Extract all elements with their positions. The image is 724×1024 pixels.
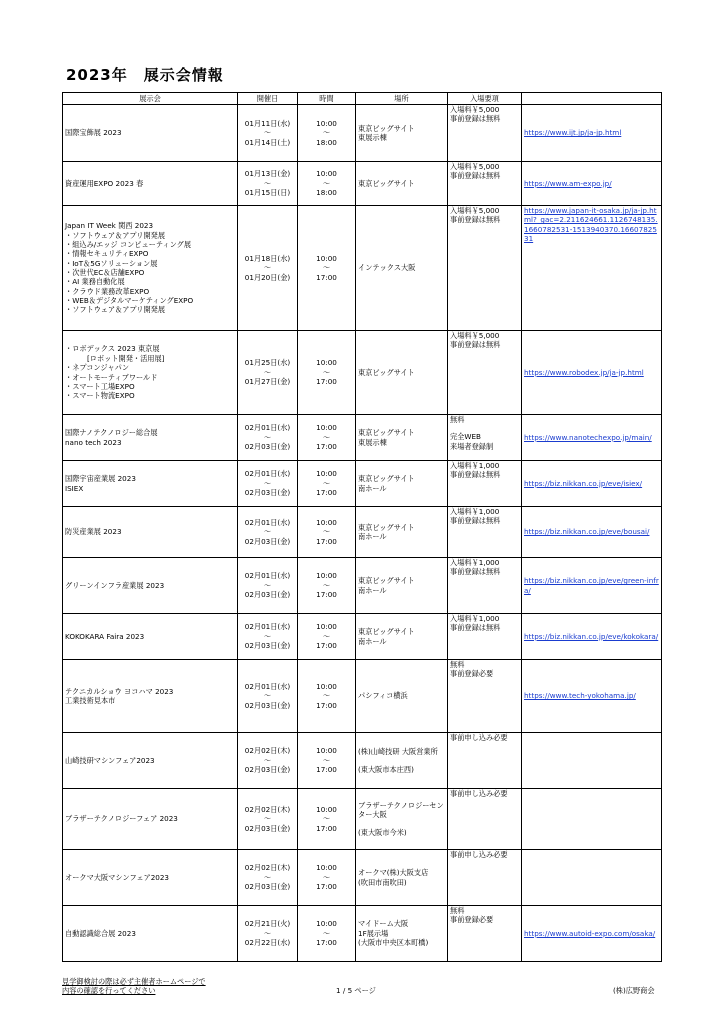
website-link[interactable]: https://www.am-expo.jp/ [524,178,612,188]
place-line: 東京ビッグサイト [358,178,415,188]
time-line: 〜 [322,691,331,701]
time-line: 18:00 [316,137,337,147]
entry-line: 事前申し込み必要 [450,789,508,798]
exhibition-name-cell [63,331,238,415]
time-cell [298,105,356,162]
time-line: 10:00 [316,517,337,527]
place-line: 南ホール [358,636,387,646]
exhibition-name-line: ・ソフトウェア＆アプリ開発展 [65,230,166,240]
exhibition-name-line: 工業技術見本市 [65,696,116,705]
entry-line: 事前申し込み必要 [450,850,508,859]
place-cell [356,789,448,850]
place-line: 東京ビッグサイト [358,522,415,532]
time-line: 10:00 [316,804,337,814]
time-line: 17:00 [316,536,337,546]
time-line: 〜 [322,755,331,765]
date-line: 〜 [263,527,272,537]
date-line: 〜 [263,814,272,824]
time-line: 10:00 [316,863,337,873]
entry-line: 入場料￥1,000 [450,558,500,567]
header-exhibition: 展示会 [63,93,238,105]
place-cell [356,206,448,331]
time-line: 17:00 [316,272,337,282]
place-line: (株)山崎技研 大阪営業所 [358,747,438,757]
entry-line: 入場料￥5,000 [450,331,500,340]
place-line: (大阪市中央区本町橋) [358,938,429,948]
table-row [63,206,662,331]
time-cell [298,660,356,733]
website-link[interactable]: https://biz.nikkan.co.jp/eve/kokokara/ [524,631,659,641]
url-cell [522,415,662,461]
exhibition-name-line: 国際宝飾展 2023 [65,128,122,138]
exhibition-name-line: 資産運用EXPO 2023 春 [65,178,144,188]
time-cell [298,733,356,789]
exhibition-name-line: 防災産業展 2023 [65,527,122,537]
exhibition-name-cell [63,789,238,850]
entry-cell [448,331,522,415]
entry-cell [448,507,522,558]
exhibition-name-cell [63,660,238,733]
exhibition-name-cell [63,507,238,558]
spacer [450,424,519,432]
entry-cell [448,415,522,461]
time-cell [298,461,356,507]
entry-cell [448,614,522,660]
date-cell [238,415,298,461]
place-line: 東京ビッグサイト [358,474,415,484]
website-link[interactable]: https://www.nanotechexpo.jp/main/ [524,432,652,442]
exhibition-name-cell [63,105,238,162]
exhibition-name-line: グリーンインフラ産業展 2023 [65,580,165,590]
table-row [63,415,662,461]
place-line: マイドーム大阪 [358,919,409,929]
date-line: 02月03日(金) [244,823,291,833]
time-line: 10:00 [316,469,337,479]
entry-line: 事前申し込み必要 [450,733,508,742]
time-line: 17:00 [316,377,337,387]
place-cell [356,906,448,962]
place-cell [356,461,448,507]
exhibition-name-line: ・スマート工場EXPO [65,381,135,391]
entry-line: 来場者登録制 [450,441,494,451]
date-line: 02月01日(水) [244,517,291,527]
url-cell [522,733,662,789]
exhibition-name-cell [63,906,238,962]
footer-note-line: 内容の確認を行ってください [62,986,156,996]
time-cell [298,507,356,558]
website-link[interactable]: https://www.japan-it-osaka.jp/ja-jp.html?_gac=2.211624661.1126748135.1660782531-1513940370.1660782531 [524,206,658,244]
place-line: オークマ(株)大阪支店 [358,868,429,878]
exhibition-name-cell [63,415,238,461]
time-line: 〜 [322,432,331,442]
exhibition-name-cell [63,206,238,331]
exhibition-name-line: ・組込み/エッジ コンピューティング展 [65,239,192,249]
place-line: 1F展示場 [358,928,389,938]
entry-line: 事前登録必要 [450,915,494,925]
entry-line: 事前登録は無料 [450,623,501,633]
time-line: 10:00 [316,919,337,929]
exhibition-name-cell [63,461,238,507]
date-line: 02月03日(金) [244,590,291,600]
time-line: 17:00 [316,590,337,600]
time-cell [298,789,356,850]
entry-cell [448,461,522,507]
date-line: 02月03日(金) [244,882,291,892]
date-line: 02月01日(水) [244,681,291,691]
time-line: 10:00 [316,423,337,433]
table-row [63,461,662,507]
exhibition-name-line: 自動認識総合展 2023 [65,928,136,938]
date-line: 02月03日(金) [244,488,291,498]
time-line: 17:00 [316,823,337,833]
time-cell [298,614,356,660]
entry-cell [448,558,522,614]
entry-line: 事前登録は無料 [450,215,501,225]
date-line: 〜 [263,928,272,938]
place-cell [356,331,448,415]
entry-line: 入場料￥5,000 [450,206,500,215]
date-line: 01月15日(日) [244,188,291,198]
website-link[interactable]: https://biz.nikkan.co.jp/eve/bousai/ [524,527,650,537]
table-row [63,733,662,789]
date-line: 02月03日(金) [244,700,291,710]
time-line: 17:00 [316,765,337,775]
place-cell [356,614,448,660]
company-name: (株)広野商会 [613,986,655,995]
date-line: 02月02日(木) [244,746,291,756]
table-row [63,331,662,415]
exhibition-name-cell [63,733,238,789]
table-header-row [63,93,662,105]
exhibition-name-line: ISIEX [65,483,84,493]
exhibition-name-line: ・スマート物流EXPO [65,391,135,401]
exhibition-name-line: 山崎技研マシンフェア2023 [65,755,155,765]
date-line: 02月03日(金) [244,765,291,775]
entry-cell [448,906,522,962]
time-line: 10:00 [316,681,337,691]
entry-line: 完全WEB [450,432,481,442]
table-row [63,660,662,733]
header-url [522,93,662,105]
date-cell [238,660,298,733]
entry-line: 事前登録は無料 [450,171,501,181]
table-row [63,850,662,906]
entry-cell [448,162,522,206]
exhibition-name-line: ・オートモーティブワールド [65,372,158,382]
date-line: 02月03日(金) [244,442,291,452]
table-row [63,105,662,162]
time-line: 17:00 [316,488,337,498]
date-cell [238,906,298,962]
entry-cell [448,105,522,162]
exhibition-name-line: ・ロボデックス 2023 東京展 [65,344,160,354]
place-cell [356,850,448,906]
place-cell [356,415,448,461]
spacer [358,820,445,828]
time-line: 10:00 [316,169,337,179]
exhibition-name-cell [63,162,238,206]
table-row [63,162,662,206]
time-line: 10:00 [316,746,337,756]
exhibition-name-line: ・IoT＆5Gソリューション展 [65,258,158,268]
time-cell [298,206,356,331]
time-line: 〜 [322,928,331,938]
header-place: 場所 [356,93,448,105]
date-line: 02月03日(金) [244,641,291,651]
time-cell [298,331,356,415]
header-time: 時間 [298,93,356,105]
time-line: 〜 [322,631,331,641]
date-cell [238,850,298,906]
footer-note-line: 見学御検討の際は必ず主催者ホームページで [62,977,206,986]
date-line: 02月02日(木) [244,804,291,814]
date-cell [238,614,298,660]
date-line: 01月13日(金) [244,169,291,179]
url-cell [522,558,662,614]
entry-line: 入場料￥1,000 [450,461,500,470]
entry-cell [448,660,522,733]
place-cell [356,162,448,206]
date-line: 〜 [263,478,272,488]
place-line: (吹田市南吹田) [358,877,407,887]
time-line: 〜 [322,478,331,488]
place-line: 東展示棟 [358,437,387,447]
url-cell [522,162,662,206]
entry-line: 事前登録は無料 [450,340,501,350]
website-link[interactable]: https://www.robodex.jp/ja-jp.html [524,367,644,377]
time-line: 〜 [322,872,331,882]
time-line: 10:00 [316,358,337,368]
page-number: 1 / 5 ページ [336,986,376,995]
date-line: 01月27日(金) [244,377,291,387]
exhibition-name-line: 国際ナノテクノロジー総合展 [65,428,158,438]
place-line: ブラザーテクノロジーセンター大阪 [358,800,444,820]
place-cell [356,660,448,733]
entry-line: 入場料￥1,000 [450,614,500,623]
url-cell [522,461,662,507]
place-line: 東京ビッグサイト [358,123,415,133]
time-line: 17:00 [316,641,337,651]
place-line: インテックス大阪 [358,263,416,273]
entry-line: 事前登録は無料 [450,470,501,480]
url-cell [522,206,662,331]
table-row [63,507,662,558]
entry-cell [448,733,522,789]
entry-line: 入場料￥5,000 [450,162,500,171]
time-line: 〜 [322,527,331,537]
entry-line: 事前登録必要 [450,669,494,679]
exhibition-name-line: [ロボット開発・活用展] [87,353,165,363]
entry-line: 事前登録は無料 [450,114,501,124]
date-cell [238,162,298,206]
place-line: (東大阪市今米) [358,827,407,837]
date-cell [238,733,298,789]
time-line: 18:00 [316,188,337,198]
time-cell [298,906,356,962]
date-line: 01月14日(土) [244,137,291,147]
entry-cell [448,789,522,850]
time-line: 17:00 [316,882,337,892]
table-row [63,614,662,660]
exhibition-name-line: ・クラウド業務改革EXPO [65,286,150,296]
exhibition-name-cell [63,850,238,906]
page-title: 2023年 展示会情報 [66,66,224,84]
date-line: 02月03日(金) [244,536,291,546]
date-line: 〜 [263,755,272,765]
place-line: 南ホール [358,483,387,493]
date-line: 02月22日(水) [244,938,291,948]
url-cell [522,507,662,558]
place-cell [356,507,448,558]
date-line: 〜 [263,178,272,188]
date-line: 02月21日(火) [244,919,291,929]
entry-line: 事前登録は無料 [450,516,501,526]
date-line: 01月25日(水) [244,358,291,368]
time-line: 10:00 [316,622,337,632]
place-line: 南ホール [358,585,387,595]
website-link[interactable]: https://www.ijt.jp/ja-jp.html [524,128,622,138]
footer-note [62,977,206,996]
website-link[interactable]: https://www.tech-yokohama.jp/ [524,691,636,701]
exhibition-name-line: nano tech 2023 [65,437,122,447]
entry-cell [448,206,522,331]
table-row [63,789,662,850]
date-cell [238,206,298,331]
header-date: 開催日 [238,93,298,105]
url-cell [522,614,662,660]
entry-cell [448,850,522,906]
time-cell [298,850,356,906]
place-line: 東京ビッグサイト [358,576,415,586]
date-cell [238,331,298,415]
time-line: 10:00 [316,253,337,263]
date-cell [238,558,298,614]
place-line: 南ホール [358,532,387,541]
date-line: 〜 [263,128,272,138]
time-line: 〜 [322,367,331,377]
url-cell [522,906,662,962]
url-cell [522,105,662,162]
time-line: 10:00 [316,571,337,581]
entry-line: 入場料￥5,000 [450,105,500,114]
table-row [63,558,662,614]
date-line: 02月02日(木) [244,863,291,873]
url-cell [522,789,662,850]
date-cell [238,507,298,558]
place-line: パシフィコ横浜 [358,691,408,701]
entry-line: 無料 [450,906,465,915]
date-line: 02月01日(水) [244,571,291,581]
website-link[interactable]: https://www.autoid-expo.com/osaka/ [524,928,656,938]
url-cell [522,660,662,733]
exhibition-table [62,92,662,962]
time-line: 〜 [322,814,331,824]
exhibition-name-line: テクニカルショウ ヨコハマ 2023 [65,686,174,696]
date-line: 〜 [263,631,272,641]
exhibition-name-line: ・AI 業務自動化展 [65,277,125,287]
date-line: 〜 [263,367,272,377]
exhibition-name-line: ・情報セキュリティEXPO [65,249,149,259]
time-line: 17:00 [316,938,337,948]
date-line: 02月01日(水) [244,622,291,632]
spacer [358,757,445,765]
exhibition-name-cell [63,558,238,614]
date-line: 〜 [263,872,272,882]
time-line: 10:00 [316,118,337,128]
exhibition-name-line: KOKOKARA Faira 2023 [65,631,145,641]
exhibition-name-line: ・ネプコンジャパン [65,363,130,373]
exhibition-name-line: ・ソフトウェア＆アプリ開発展 [65,305,166,315]
date-line: 02月01日(水) [244,423,291,433]
date-cell [238,789,298,850]
exhibition-name-line: ・WEB＆デジタルマーケティングEXPO [65,296,194,306]
place-line: (東大阪市本庄西) [358,764,414,774]
exhibition-name-line: オークマ大阪マシンフェア2023 [65,872,170,882]
date-line: 01月20日(金) [244,272,291,282]
exhibition-name-line: ・次世代EC＆店舗EXPO [65,268,145,277]
time-line: 17:00 [316,442,337,452]
place-line: 東京ビッグサイト [358,367,415,377]
time-line: 〜 [322,178,331,188]
header-entry: 入場要項 [448,93,522,105]
time-line: 〜 [322,128,331,138]
url-cell [522,331,662,415]
time-line: 〜 [322,263,331,273]
place-line: 東京ビッグサイト [358,428,415,438]
date-line: 02月01日(水) [244,469,291,479]
website-link[interactable]: https://biz.nikkan.co.jp/eve/isiex/ [524,478,643,488]
time-cell [298,415,356,461]
entry-line: 事前登録は無料 [450,567,501,577]
time-line: 17:00 [316,700,337,710]
exhibition-name-line: 国際宇宙産業展 2023 [65,474,136,484]
website-link[interactable]: https://biz.nikkan.co.jp/eve/green-infra/ [524,576,659,595]
date-cell [238,461,298,507]
entry-line: 無料 [450,415,465,424]
date-line: 〜 [263,432,272,442]
place-line: 東展示棟 [358,133,387,142]
table-row [63,906,662,962]
entry-line: 入場料￥1,000 [450,507,500,516]
url-cell [522,850,662,906]
time-cell [298,162,356,206]
date-line: 〜 [263,580,272,590]
date-line: 〜 [263,263,272,273]
date-cell [238,105,298,162]
time-line: 〜 [322,580,331,590]
place-cell [356,105,448,162]
place-cell [356,733,448,789]
exhibition-name-line: ブラザーテクノロジーフェア 2023 [65,814,178,824]
date-line: 〜 [263,691,272,701]
entry-line: 無料 [450,660,465,669]
time-cell [298,558,356,614]
date-line: 01月18日(水) [244,253,291,263]
place-cell [356,558,448,614]
exhibition-name-line: Japan IT Week 関西 2023 [65,221,154,231]
exhibition-name-cell [63,614,238,660]
date-line: 01月11日(水) [244,118,291,128]
place-line: 東京ビッグサイト [358,627,415,637]
